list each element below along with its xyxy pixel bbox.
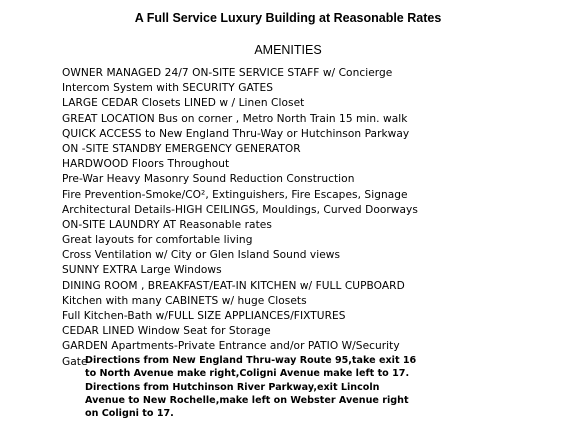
- amenity-line: Kitchen with many CABINETS w/ huge Closets: [62, 294, 307, 307]
- amenity-line: ON -SITE STANDBY EMERGENCY GENERATOR: [62, 142, 301, 155]
- amenity-line: Cross Ventilation w/ City or Glen Island Sound views: [62, 249, 341, 262]
- amenity-line: Architectural Details-HIGH CEILINGS, Mouldings, Curved Doorways: [62, 203, 418, 216]
- amenity-line: DINING ROOM , BREAKFAST/EAT-IN KITCHEN w/ FULL CUPBOARD: [62, 279, 405, 292]
- directions-line: Avenue to New Rochelle,make left on Webster Avenue right: [85, 394, 409, 406]
- directions-line: Directions from New England Thru-way Route 95,take exit 16: [85, 355, 417, 366]
- amenity-line: Full Kitchen-Bath w/FULL SIZE APPLIANCES/FIXTURES: [62, 310, 346, 322]
- amenity-line: QUICK ACCESS to New England Thru-Way or Hutchinson Parkway: [62, 127, 410, 140]
- amenity-line: Fire Prevention-Smoke/CO², Extinguishers, Fire Escapes, Signage: [62, 188, 408, 201]
- page-title: A Full Service Luxury Building at Reasonable Rates: [134, 11, 442, 25]
- directions-line: Directions from Hutchinson River Parkway,exit Lincoln: [85, 381, 380, 393]
- amenities-list: [62, 66, 562, 370]
- amenity-line: GARDEN Apartments-Private Entrance and/or PATIO W/Security: [62, 340, 400, 353]
- directions-block: [85, 354, 565, 420]
- section-heading: AMENITIES: [254, 43, 322, 57]
- amenity-line: OWNER MANAGED 24/7 ON-SITE SERVICE STAFF w/ Concierge: [62, 67, 393, 79]
- amenity-line: LARGE CEDAR Closets LINED w / Linen Closet: [62, 97, 305, 110]
- amenity-line: Pre-War Heavy Masonry Sound Reduction Construction: [62, 173, 355, 186]
- amenity-line: GREAT LOCATION Bus on corner , Metro North Train 15 min. walk: [62, 112, 408, 125]
- amenity-line: Intercom System with SECURITY GATES: [62, 82, 273, 95]
- amenity-line: ON-SITE LAUNDRY AT Reasonable rates: [62, 218, 272, 231]
- amenity-line: SUNNY EXTRA Large Windows: [62, 264, 222, 277]
- amenity-line: CEDAR LINED Window Seat for Storage: [62, 325, 271, 338]
- directions-line: to North Avenue make right,Coligni Avenue make left to 17.: [85, 368, 410, 380]
- amenity-line: Gate: [62, 355, 88, 368]
- amenity-line: Great layouts for comfortable living: [62, 234, 253, 247]
- amenity-line: HARDWOOD Floors Throughout: [62, 158, 230, 171]
- directions-line: on Coligni to 17.: [85, 408, 174, 420]
